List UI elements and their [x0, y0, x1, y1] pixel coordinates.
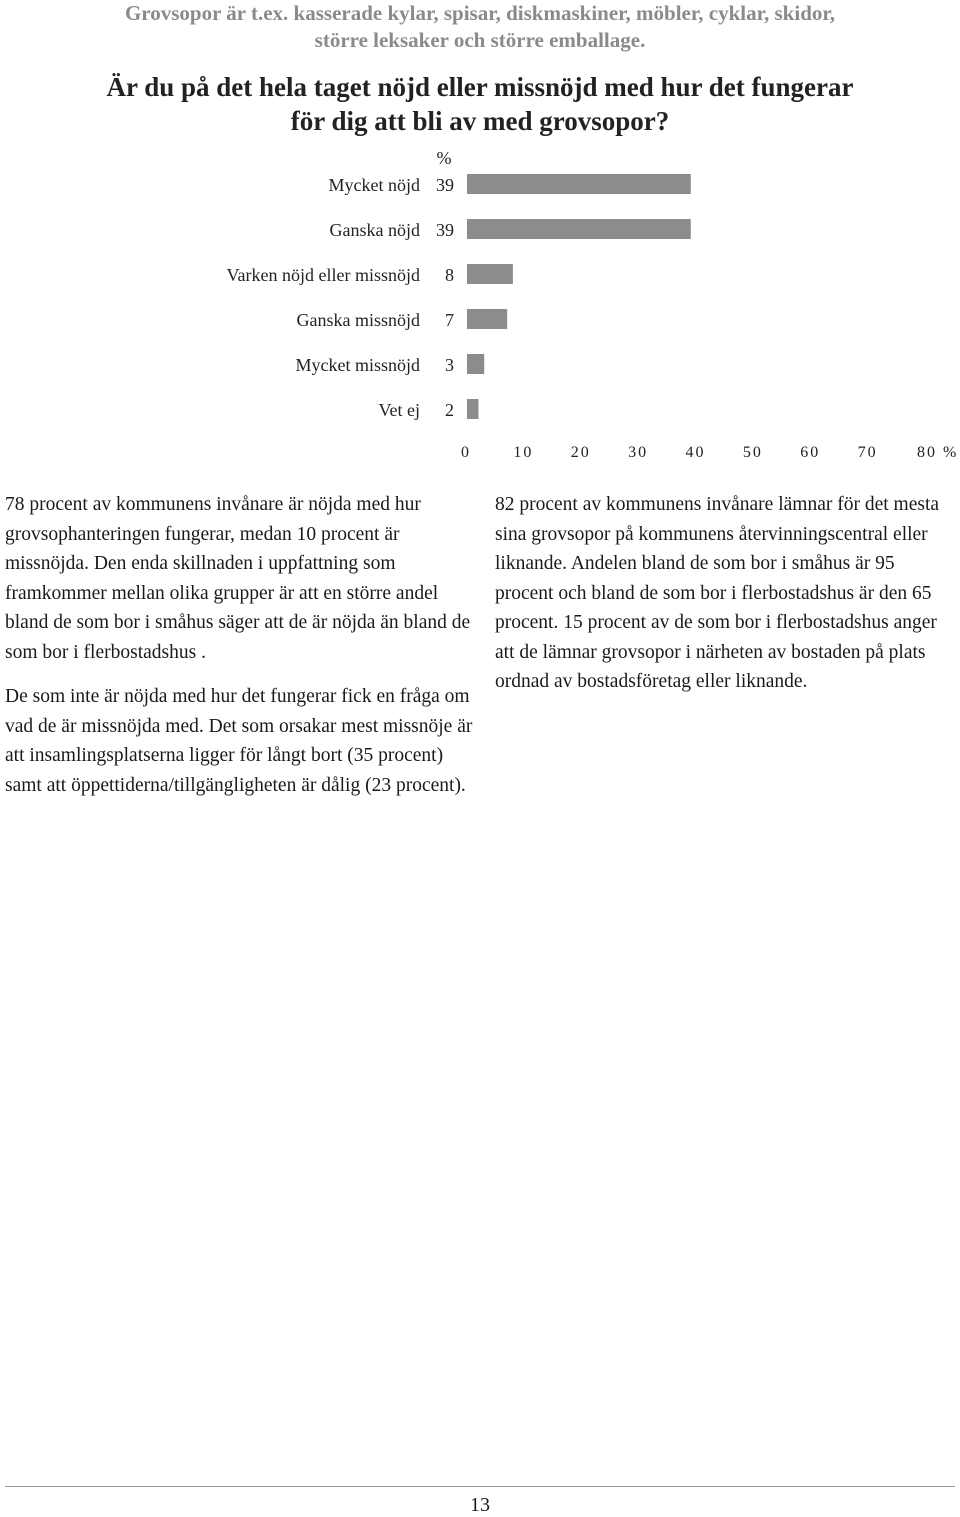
- value-label: 7: [445, 310, 454, 330]
- category-label: Mycket missnöjd: [295, 355, 420, 375]
- right-paragraph-1: 82 procent av kommunens invånare lämnar för det mesta sina grovsopor på kommunens återvinningscentral eller liknande. Andelen bland de som bor i småhus är 95 procent och bland de som bor i flerbostadshus är den 65 procent. 15 procent av de som bor i flerbostadshus anger att de lämnar grovsopor i närheten av bostaden på plats ordnad av bostadsföretag eller liknande.: [495, 494, 940, 692]
- right-column: [495, 490, 957, 712]
- bar: [467, 399, 478, 419]
- value-label: 39: [436, 220, 454, 240]
- header-note-line-2: större leksaker och större emballage.: [314, 28, 646, 52]
- left-paragraph-2: De som inte är nöjda med hur det fungerar fick en fråga om vad de är missnöjda med. Det som orsakar mest missnöje är att insamlingsplatserna ligger för långt bort (35 procent) samt att öppettiderna/tillgängligheten är dålig (23 procent).: [5, 686, 473, 796]
- value-label: 8: [445, 265, 454, 285]
- x-tick-label: 30: [628, 444, 649, 461]
- bar: [467, 309, 507, 329]
- value-label: 39: [436, 175, 454, 195]
- survey-question-line-1: Är du på det hela taget nöjd eller missnöjd med hur det fungerar: [106, 72, 854, 102]
- value-label: 2: [445, 400, 454, 420]
- survey-question: [0, 70, 960, 138]
- x-tick-label: 80 %: [917, 444, 959, 461]
- category-label: Ganska missnöjd: [296, 310, 420, 330]
- header-note: [0, 0, 960, 54]
- x-tick-label: 40: [685, 444, 706, 461]
- bar: [467, 174, 691, 194]
- category-label: Ganska nöjd: [329, 220, 420, 240]
- bar: [467, 219, 691, 239]
- page-number: 13: [470, 1494, 490, 1516]
- header-note-line-1: Grovsopor är t.ex. kasserade kylar, spisar, diskmaskiner, möbler, cyklar, skidor,: [124, 1, 836, 25]
- x-tick-label: 70: [857, 444, 878, 461]
- bar: [467, 264, 513, 284]
- x-tick-label: 60: [800, 444, 821, 461]
- left-column: [5, 490, 475, 815]
- value-label: 3: [445, 355, 454, 375]
- x-tick-label: 0: [461, 444, 471, 461]
- bar: [467, 354, 484, 374]
- satisfaction-bar-chart: [0, 140, 960, 470]
- value-column-header: %: [436, 148, 452, 168]
- x-tick-label: 20: [570, 444, 591, 461]
- survey-question-line-2: för dig att bli av med grovsopor?: [290, 106, 670, 136]
- category-label: Mycket nöjd: [328, 175, 420, 195]
- x-tick-label: 50: [742, 444, 763, 461]
- category-label: Vet ej: [378, 400, 420, 420]
- category-label: Varken nöjd eller missnöjd: [226, 265, 420, 285]
- left-paragraph-1: 78 procent av kommunens invånare är nöjda med hur grovsophanteringen fungerar, medan 10 procent är missnöjda. Den enda skillnaden i uppfattning som framkommer mellan olika grupper är att en större andel bland de som bor i småhus säger att de är nöjda än bland de som bor i flerbostadshus .: [5, 494, 471, 663]
- x-tick-label: 10: [513, 444, 534, 461]
- footer-divider: [5, 1486, 955, 1487]
